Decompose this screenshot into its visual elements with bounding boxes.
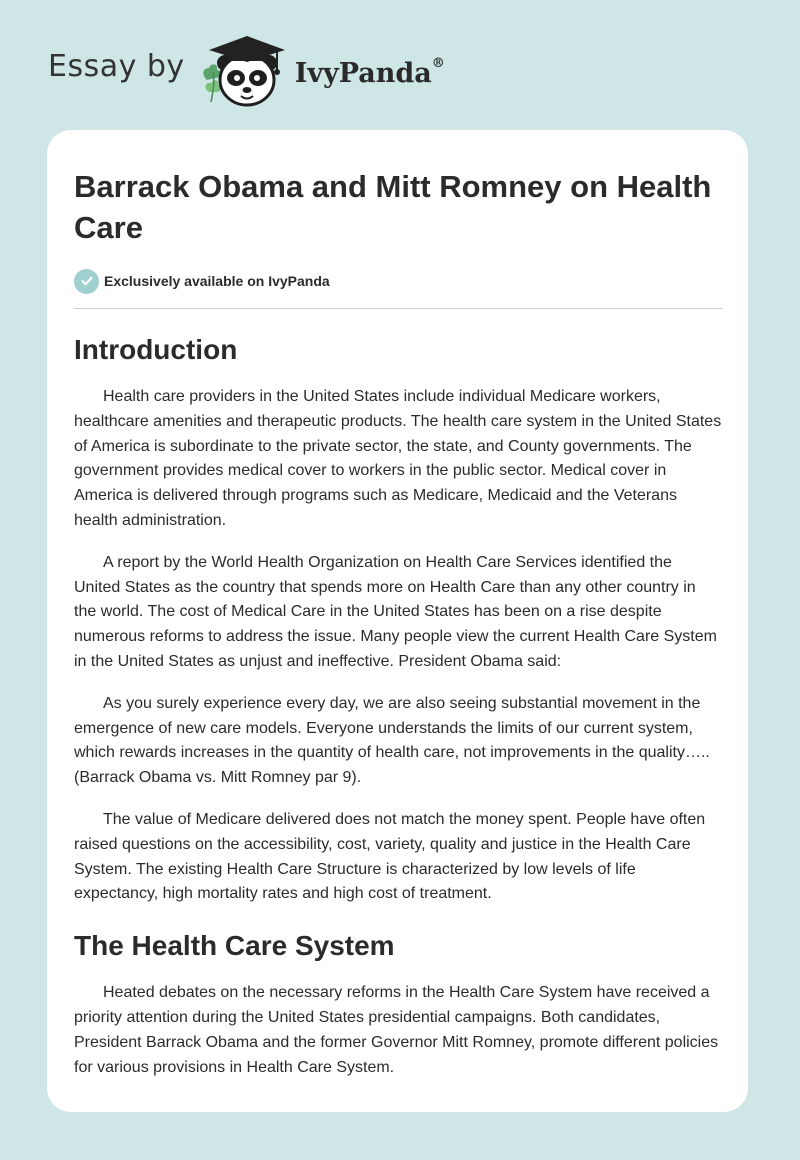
brand-name[interactable]	[294, 55, 445, 89]
site-header	[48, 30, 445, 110]
brand-text: IvyPanda	[294, 57, 432, 89]
paragraph: Health care providers in the United States include individual Medicare workers, healthcare amenities and therapeutic products. The health care system in the United States of America is subordinate to the private sector, the state, and County governments. The government provides medical cover to workers in the public sector. Medical cover in America is delivered through programs such as Medicare, Medicaid and the Veterans health administration.	[74, 388, 722, 529]
paragraph: The value of Medicare delivered does not match the money spent. People have often raised questions on the accessibility, cost, variety, quality and justice in the Health Care System. The existing Health Care Structure is characterized by low levels of life expectancy, high mortality rates and high cost of treatment.	[74, 810, 706, 903]
quote-paragraph: As you surely experience every day, we are also seeing substantial movement in the emergence of new care models. Everyone understands the limits of our current system, which rewards increases in the quantity of health care, not improvements in the quality….. (Barrack Obama vs. Mitt Romney par 9).	[74, 694, 710, 787]
registered-mark: ®	[431, 55, 445, 71]
exclusive-label: Exclusively available on IvyPanda	[104, 273, 330, 289]
panda-graduate-icon	[199, 30, 291, 110]
paragraph: A report by the World Health Organization on Health Care Services identified the United States as the country that spends more on Health Care than any other country in the world. The cost of Medical Care in the United States has been on a rise despite numerous reforms to address the issue. Many people view the current Health Care System in the United States as unjust and ineffective. President Obama said:	[74, 553, 717, 670]
section-heading-introduction: Introduction	[74, 334, 238, 365]
section-heading-health-care-system: The Health Care System	[74, 930, 395, 962]
essay-card	[47, 130, 748, 1112]
divider	[74, 308, 722, 309]
exclusive-badge	[74, 268, 722, 294]
page-title: Barrack Obama and Mitt Romney on Health Care	[74, 169, 712, 245]
essay-by-label: Essay by	[48, 48, 185, 84]
paragraph: Heated debates on the necessary reforms in the Health Care System have received a priority attention during the United States presidential campaigns. Both candidates, President Barrack Obama and the former Governor Mitt Romney, promote different policies for various provisions in Health Care System.	[74, 984, 719, 1076]
check-icon	[74, 269, 99, 294]
